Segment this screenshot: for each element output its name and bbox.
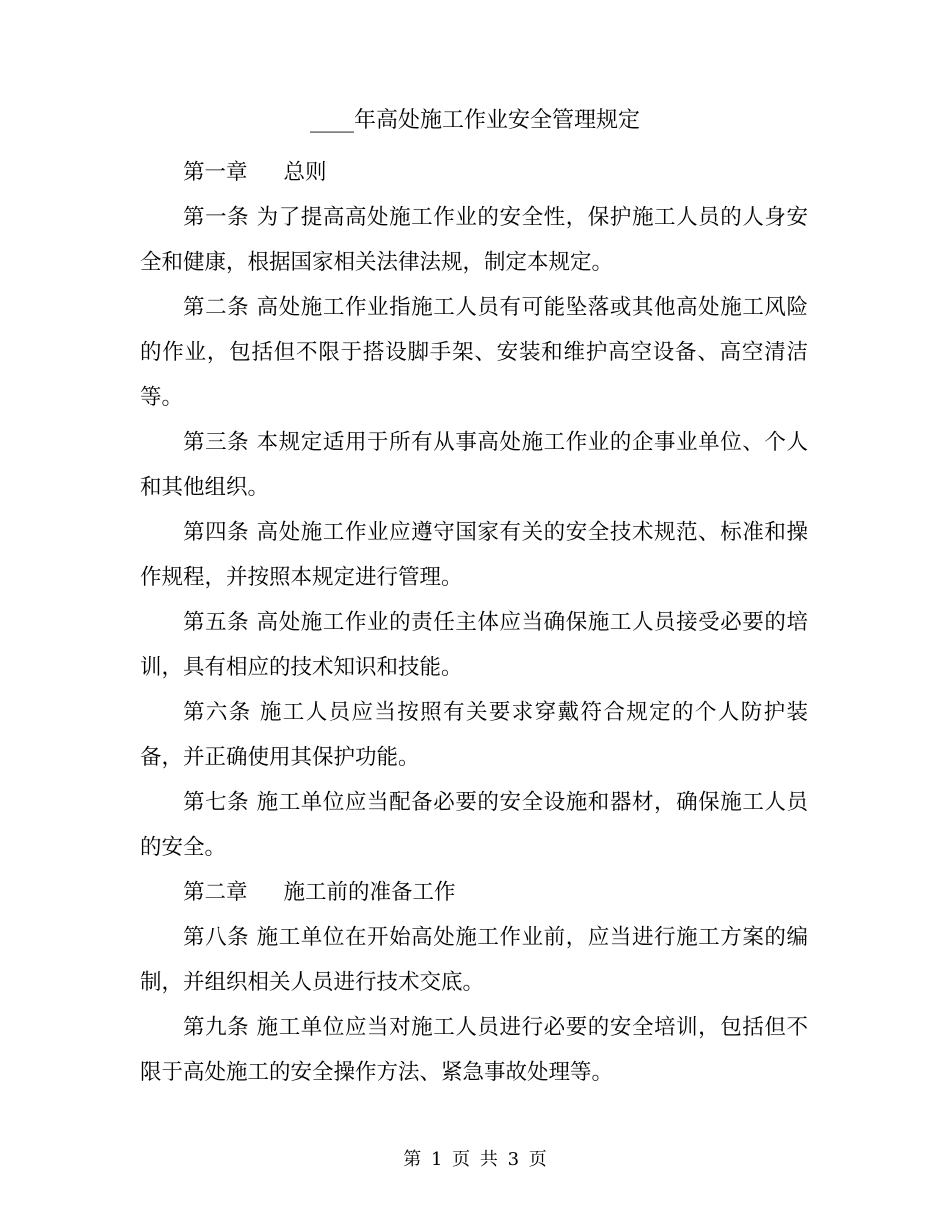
article-paragraph: 第七条 施工单位应当配备必要的安全设施和器材，确保施工人员的安全。 xyxy=(140,790,808,860)
article-paragraph: 第八条 施工单位在开始高处施工作业前，应当进行施工方案的编制，并组织相关人员进行技术交底。 xyxy=(140,925,808,995)
article-paragraph: 第五条 高处施工作业的责任主体应当确保施工人员接受必要的培训，具有相应的技术知识和技能。 xyxy=(140,610,808,680)
chapter-heading xyxy=(140,150,808,195)
chapter-label: 第二章 xyxy=(183,880,248,905)
chapter-name: 总则 xyxy=(283,160,327,185)
document-body xyxy=(140,150,808,1095)
chapter-label: 第一章 xyxy=(183,160,248,185)
article-paragraph: 第二条 高处施工作业指施工人员有可能坠落或其他高处施工风险的作业，包括但不限于搭设脚手架、安装和维护高空设备、高空清洁等。 xyxy=(140,295,808,410)
article-paragraph: 第三条 本规定适用于所有从事高处施工作业的企事业单位、个人和其他组织。 xyxy=(140,430,808,500)
page-number-footer: 第 1 页 共 3 页 xyxy=(403,1149,547,1170)
article-paragraph: 第四条 高处施工作业应遵守国家有关的安全技术规范、标准和操作规程，并按照本规定进行管理。 xyxy=(140,520,808,590)
article-paragraph: 第一条 为了提高高处施工作业的安全性，保护施工人员的人身安全和健康，根据国家相关法律法规，制定本规定。 xyxy=(140,205,808,275)
article-paragraph: 第九条 施工单位应当对施工人员进行必要的安全培训，包括但不限于高处施工的安全操作方法、紧急事故处理等。 xyxy=(140,1015,808,1085)
chapter-name: 施工前的准备工作 xyxy=(283,880,456,905)
article-paragraph: 第六条 施工人员应当按照有关要求穿戴符合规定的个人防护装备，并正确使用其保护功能。 xyxy=(140,700,808,770)
chapter-heading xyxy=(140,870,808,915)
document-title: ____年高处施工作业安全管理规定 xyxy=(309,108,640,133)
